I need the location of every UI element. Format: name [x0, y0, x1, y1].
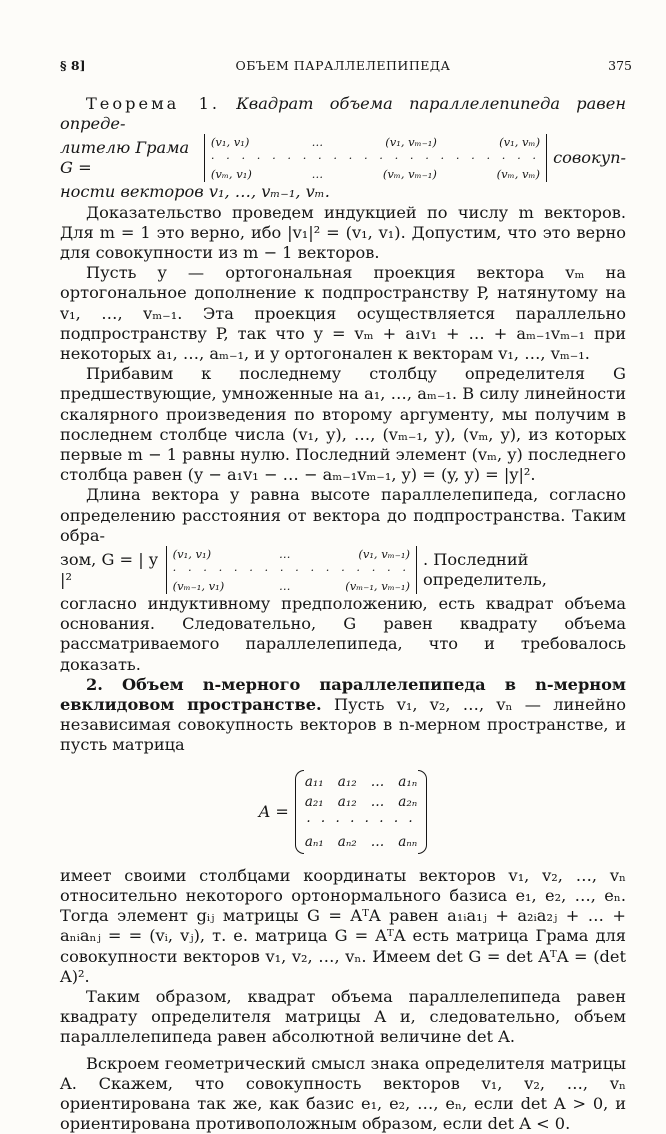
matrix-row: [305, 792, 417, 812]
det-row-1: [173, 546, 410, 562]
matrix-cell: …: [370, 773, 385, 790]
det-row-3: [173, 578, 410, 594]
det-cell: (vₘ, vₘ): [496, 167, 541, 182]
theorem-line-3-text: ности векторов v₁, …, vₘ₋₁, vₘ.: [60, 182, 330, 202]
det-cell: (vₘ₋₁, vₘ₋₁): [345, 579, 410, 594]
paragraph-5: имеет своими столбцами координаты векторов v₁, v₂, …, vₙ относительно некоторого ортонормального базиса e₁, e₂, …, eₙ. Тогда элемент gᵢⱼ матрицы G = AᵀA равен a₁ᵢa₁ⱼ + a₂ᵢa₂ⱼ + … + aₙᵢaₙⱼ = = (vᵢ, vⱼ), т. е. матрица G = AᵀA есть матрица Грама для совокупности векторов v₁, v₂, …, vₙ. Имеем det G = det AᵀA = (det A)².: [60, 865, 626, 986]
det-cell: …: [311, 135, 324, 150]
proof-paragraph-1: Доказательство проведем индукцией по числу m векторов. Для m = 1 это верно, ибо |v₁|² = (v₁, v₁). Допустим, что это верно для совокупности из m − 1 векторов.: [60, 202, 626, 263]
section-2-paragraph: [60, 675, 626, 756]
matrix-cell: aₙ₁: [304, 833, 324, 850]
running-header: [60, 58, 632, 80]
det-cell: (v₁, vₘ): [499, 135, 541, 150]
page-body: [60, 80, 626, 1134]
matrix-cell: …: [370, 833, 385, 850]
det-cell: (v₁, vₘ₋₁): [358, 547, 410, 562]
det-cell: …: [311, 167, 324, 182]
page-number: 375: [608, 58, 632, 73]
proof-paragraph-4-end: согласно индуктивному предположению, есть квадрат объема основания. Следовательно, G равен квадрату объема рассматриваемого параллелепипеда, что и требовалось доказать.: [60, 594, 626, 674]
matrix-block: [60, 770, 626, 854]
proof-paragraph-4: Длина вектора y равна высоте параллелепипеда, согласно определению расстояния от вектора до подпространства. Таким обра-: [60, 485, 626, 545]
matrix-cell: a₁₂: [337, 773, 357, 790]
section-2-text: Пусть v₁, v₂, …, vₙ — линейно независимая совокупность векторов в n-мерном пространстве, и пусть матрица: [60, 695, 626, 755]
theorem-label: Теорема 1.: [86, 94, 221, 113]
det-cell: (v₁, vₘ₋₁): [385, 135, 437, 150]
matrix-dots: · · · · · · · ·: [306, 813, 416, 830]
theorem-line-1: [60, 94, 626, 134]
matrix-row: [305, 772, 417, 792]
det-cell: (vₘ, v₁): [210, 167, 252, 182]
theorem-det-line: [60, 134, 626, 182]
matrix-cell: …: [370, 793, 385, 810]
paragraph-6: Таким образом, квадрат объема параллелепипеда равен квадрату определителя матрицы A и, следовательно, объем параллелепипеда равен абсолютной величине det A.: [60, 986, 626, 1047]
page: [60, 58, 632, 1134]
matrix-cell: aₙ₂: [337, 833, 357, 850]
theorem-after-det: совокуп-: [553, 148, 626, 168]
matrix-cell: a₁₂: [337, 793, 357, 810]
proof-paragraph-2: Пусть y — ортогональная проекция вектора vₘ на ортогональное дополнение к подпространству P, натянутому на v₁, …, vₘ₋₁. Эта проекция осуществляется параллельно подпространству P, так что y = vₘ + a₁v₁ + … + aₘ₋₁vₘ₋₁ при некоторых a₁, …, aₘ₋₁, и y ортогонален к векторам v₁, …, vₘ₋₁.: [60, 263, 626, 364]
matrix-a: [295, 770, 427, 854]
det-dots: · · · · · · · · · · · · · · · ·: [172, 563, 410, 578]
det-row-3: [211, 166, 540, 182]
section-2-title: 2. Объем n-мерного параллелепипеда в n-мерном евклидовом пространстве.: [60, 674, 626, 715]
det-cell: (v₁, v₁): [210, 135, 250, 150]
proof-after-det: . Последний определитель,: [422, 549, 547, 590]
gram-determinant: [204, 134, 547, 182]
section-ref: § 8]: [60, 58, 86, 73]
matrix-label: A =: [258, 801, 289, 821]
det-dots: · · · · · · · · · · · · · · · · · · · · · ·: [210, 151, 541, 166]
matrix-cell: a₁ₙ: [398, 773, 418, 790]
matrix-cell: a₂₁: [304, 793, 324, 810]
det-cell: (v₁, v₁): [172, 547, 212, 562]
matrix-cell: a₂ₙ: [398, 793, 418, 810]
matrix-row: [305, 832, 417, 852]
matrix-cell: a₁₁: [304, 773, 324, 790]
theorem-line-3: [60, 182, 626, 202]
reduced-determinant: [166, 546, 417, 594]
theorem-statement: Квадрат объема параллелепипеда равен опреде-: [60, 94, 626, 134]
proof-det-line: [60, 546, 626, 594]
det-cell: (vₘ₋₁, v₁): [172, 579, 225, 594]
det-cell: …: [279, 547, 291, 562]
paragraph-7: Вскроем геометрический смысл знака определителя матрицы A. Скажем, что совокупность векторов v₁, v₂, …, vₙ ориентирована так же, как базис e₁, e₂, …, eₙ, если det A > 0, и ориентирована противоположным образом, если det A < 0.: [60, 1053, 626, 1134]
proof-paragraph-3: Прибавим к последнему столбцу определителя G предшествующие, умноженные на a₁, …, aₘ₋₁. В силу линейности скалярного произведения по второму аргументу, мы получим в последнем столбце числа (v₁, y), …, (vₘ₋₁, y), (vₘ, y), из которых первые m − 1 равны нулю. Последний элемент (vₘ, y) последнего столбца равен (y − a₁v₁ − … − aₘ₋₁vₘ₋₁, y) = (y, y) = |y|².: [60, 364, 626, 485]
det-cell: (vₘ, vₘ₋₁): [382, 167, 437, 182]
matrix-cell: aₙₙ: [398, 833, 418, 850]
theorem-before-det: лителю Грама G =: [60, 138, 190, 178]
det-cell: …: [279, 579, 291, 594]
running-title: ОБЪЕМ ПАРАЛЛЕЛЕПИПЕДА: [235, 58, 451, 73]
proof-before-det: зом, G = | y |²: [60, 549, 158, 590]
det-row-1: [211, 134, 540, 150]
